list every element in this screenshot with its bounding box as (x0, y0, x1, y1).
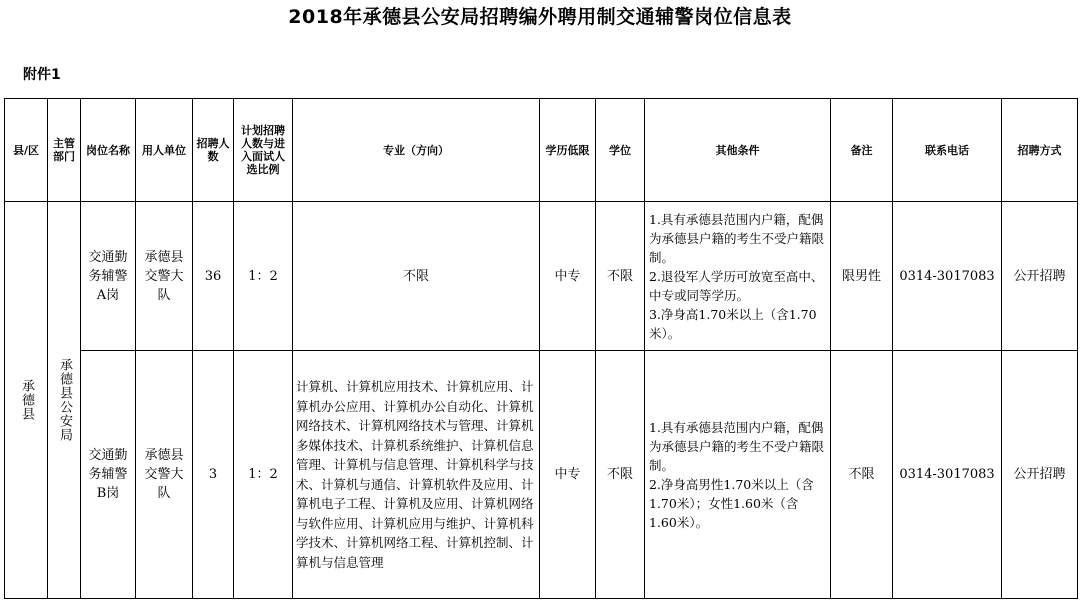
major-cell: 不限 (293, 202, 540, 351)
header-edu: 学历低限 (540, 99, 596, 202)
edu-cell: 中专 (540, 351, 596, 599)
header-county: 县/区 (5, 99, 48, 202)
major-list: 计算机、计算机应用技术、计算机应用、计算机办公应用、计算机办公自动化、计算机网络技术、计算机网络技术与管理、计算机多媒体技术、计算机系统维护、计算机信息管理、计算机与信息管理、计算机科学与技术、计算机与通信、计算机软件及应用、计算机电子工程、计算机及应用、计算机网络与软件应用、计算机应用与维护、计算机科学技术、计算机网络工程、计算机控制、计算机与信息管理 (296, 379, 534, 570)
ratio-cell: 1：2 (234, 351, 293, 599)
table-row (5, 351, 1078, 599)
degree-cell: 不限 (596, 351, 645, 599)
other-cell (645, 202, 831, 351)
header-other: 其他条件 (645, 99, 831, 202)
county-value: 承德县 (19, 379, 34, 421)
county-cell (5, 202, 48, 599)
edu-cell: 中专 (540, 202, 596, 351)
unit-cell: 承德县交警大队 (136, 351, 193, 599)
table-row (5, 202, 1078, 351)
phone-cell: 0314-3017083 (893, 202, 1002, 351)
dept-value: 承德县公安局 (57, 358, 72, 442)
degree-cell: 不限 (596, 202, 645, 351)
other-cell (645, 351, 831, 599)
header-unit: 用人单位 (136, 99, 193, 202)
document-title: 2018年承德县公安局招聘编外聘用制交通辅警岗位信息表 (288, 6, 792, 28)
phone-cell: 0314-3017083 (893, 351, 1002, 599)
attachment-label: 附件1 (23, 67, 61, 83)
header-major: 专业（方向） (293, 99, 540, 202)
unit-cell: 承德县交警大队 (136, 202, 193, 351)
post-cell: 交通勤务辅警A岗 (81, 202, 136, 351)
note-cell: 限男性 (831, 202, 893, 351)
header-phone: 联系电话 (893, 99, 1002, 202)
header-note: 备注 (831, 99, 893, 202)
method-cell: 公开招聘 (1002, 351, 1078, 599)
dept-cell (48, 202, 81, 599)
position-info-table (4, 98, 1078, 599)
header-method: 招聘方式 (1002, 99, 1078, 202)
other-conditions: 1.具有承德县范围内户籍，配偶为承德县户籍的考生不受户籍限制。 2.退役军人学历可放宽至高中、中专或同等学历。 3.净身高1.70米以上（含1.70米）。 (649, 211, 825, 341)
header-dept: 主管部门 (48, 99, 81, 202)
major-cell (293, 351, 540, 599)
header-ratio: 计划招聘人数与进入面试人选比例 (234, 99, 293, 202)
note-cell: 不限 (831, 351, 893, 599)
method-cell: 公开招聘 (1002, 202, 1078, 351)
count-cell: 36 (193, 202, 234, 351)
ratio-cell: 1：2 (234, 202, 293, 351)
header-degree: 学位 (596, 99, 645, 202)
other-conditions: 1.具有承德县范围内户籍，配偶为承德县户籍的考生不受户籍限制。 2.净身高男性1.70米以上（含1.70米）；女性1.60米（含1.60米）。 (649, 419, 825, 530)
header-count: 招聘人数 (193, 99, 234, 202)
header-row (5, 99, 1078, 202)
post-cell: 交通勤务辅警B岗 (81, 351, 136, 599)
header-post: 岗位名称 (81, 99, 136, 202)
count-cell: 3 (193, 351, 234, 599)
